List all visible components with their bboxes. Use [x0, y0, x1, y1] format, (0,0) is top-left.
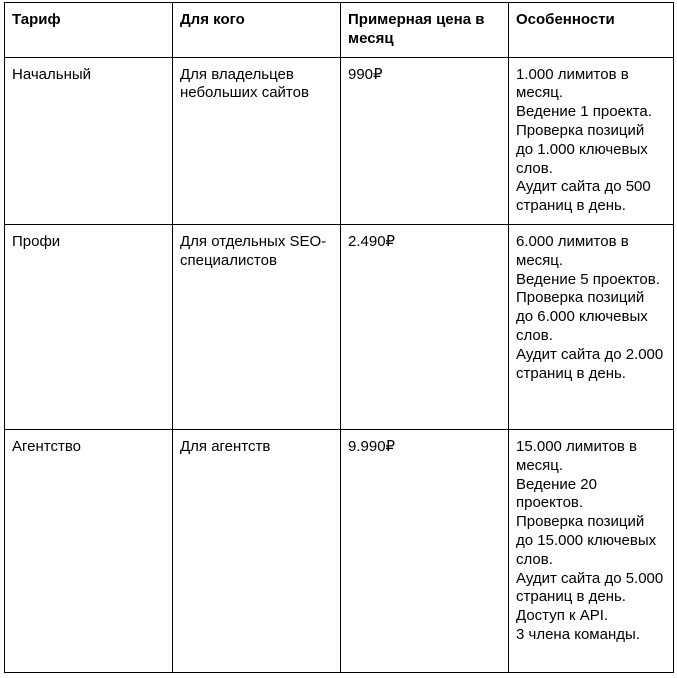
header-price: Примерная цена в месяц: [341, 3, 509, 58]
table-row: [5, 429, 674, 672]
feature-item: 6.000 лимитов в месяц.: [516, 232, 629, 269]
tariff-name: Профи: [5, 224, 173, 429]
table-row: [5, 224, 674, 429]
feature-item: Доступ к API.: [516, 607, 609, 625]
table-row: [5, 57, 674, 224]
tariff-audience: Для агентств: [173, 429, 341, 672]
tariff-price: 2.490₽: [341, 224, 509, 429]
feature-item: Ведение 20 проектов.: [516, 475, 597, 512]
tariff-features: [509, 57, 674, 224]
feature-item: Аудит сайта до 5.000 страниц в день.: [516, 569, 664, 606]
tariff-price: 9.990₽: [341, 429, 509, 672]
feature-item: Аудит сайта до 500 страниц в день.: [516, 178, 651, 215]
feature-item: 3 члена команды.: [516, 625, 640, 643]
feature-item: 15.000 лимитов в месяц.: [516, 437, 638, 474]
tariff-features: [509, 429, 674, 672]
tariff-name: Агентство: [5, 429, 173, 672]
tariff-audience: Для отдельных SEO-специалистов: [173, 224, 341, 429]
header-audience: Для кого: [173, 3, 341, 58]
header-features: Особенности: [509, 3, 674, 58]
feature-item: Ведение 1 проекта.: [516, 103, 652, 121]
feature-item: Проверка позиций до 1.000 ключевых слов.: [516, 121, 648, 177]
tariff-name: Начальный: [5, 57, 173, 224]
tariff-features: [509, 224, 674, 429]
feature-item: Аудит сайта до 2.000 страниц в день.: [516, 345, 664, 382]
tariff-price: 990₽: [341, 57, 509, 224]
feature-item: 1.000 лимитов в месяц.: [516, 65, 629, 102]
feature-item: Ведение 5 проектов.: [516, 270, 660, 288]
feature-item: Проверка позиций до 15.000 ключевых слов.: [516, 513, 657, 568]
header-tariff: Тариф: [5, 3, 173, 58]
feature-item: Проверка позиций до 6.000 ключевых слов.: [516, 289, 648, 344]
pricing-table: [4, 2, 674, 673]
tariff-audience: Для владельцев небольших сайтов: [173, 57, 341, 224]
table-header-row: [5, 3, 674, 58]
